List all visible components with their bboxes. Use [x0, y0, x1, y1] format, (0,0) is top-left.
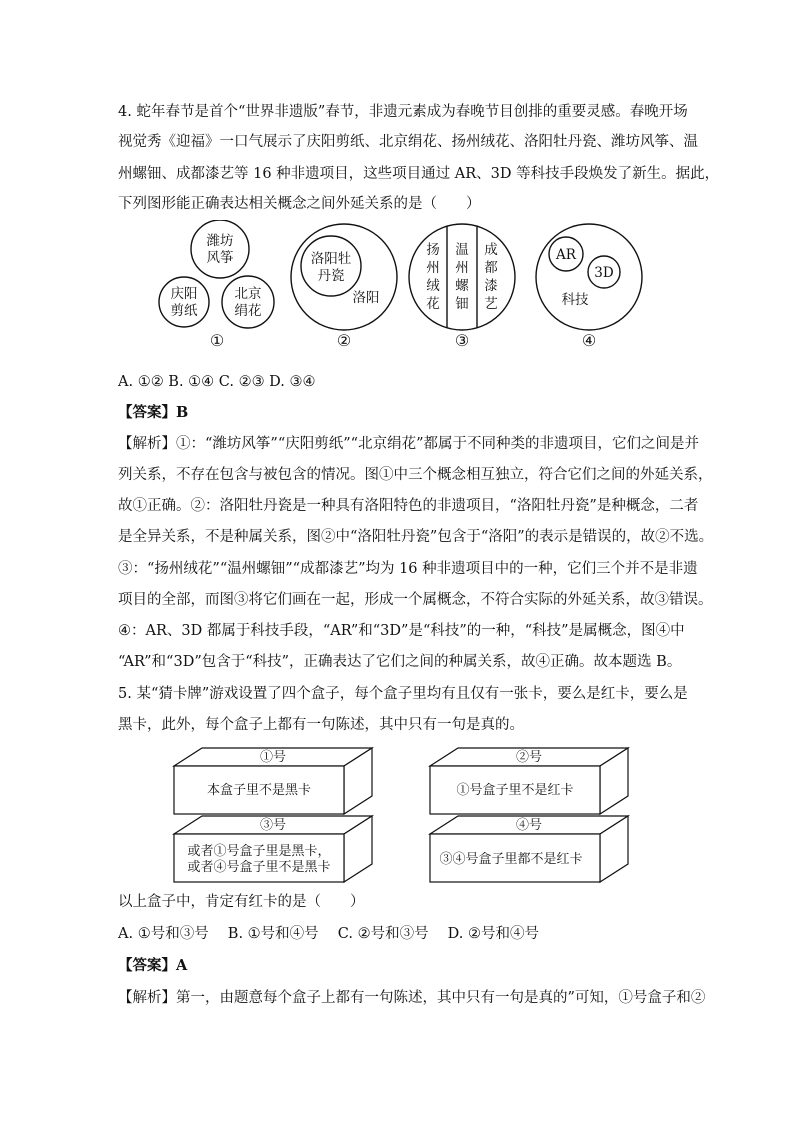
fig1-label-weifang-2: 风筝: [206, 250, 234, 266]
fig3-col1-1: 扬: [426, 242, 440, 258]
fig4-outer-label: 科技: [561, 292, 589, 308]
q5-options: A. ①号和③号 B. ①号和④号 C. ②号和③号 D. ②号和④号: [118, 926, 540, 942]
q4-line-2: 视觉秀《迎福》一口气展示了庆阳剪纸、北京绢花、扬州绒花、洛阳牡丹瓷、潍坊风筝、温: [118, 134, 698, 150]
fig3-col2-1: 温: [455, 242, 469, 258]
box-4-text: ③④号盒子里都不是红卡: [439, 852, 583, 867]
fig4-number: ④: [581, 331, 597, 350]
fig1-number: ①: [209, 331, 225, 350]
q4-analysis-8: “AR”和“3D”包含于“科技”，正确表达了它们之间的种属关系，故④正确。故本题选 B。: [118, 654, 682, 670]
q4-options: A. ①② B. ①④ C. ②③ D. ③④: [118, 374, 316, 390]
fig1-circle-beijing: [222, 276, 274, 328]
q4-analysis-6: 项目的全部，而图③将它们画在一起，形成一个属概念，不符合实际的外延关系，故③错误。: [118, 592, 713, 608]
fig2-inner-label-1: 洛阳牡: [310, 251, 352, 267]
box-1-title: ①号: [259, 750, 287, 765]
box-2-text: ①号盒子里不是红卡: [456, 783, 574, 798]
box-2-title: ②号: [515, 750, 543, 765]
fig3-col2-4: 钿: [455, 296, 469, 312]
box-1-text: 本盒子里不是黑卡: [206, 783, 312, 798]
q4-analysis-4: 是全异关系，不是种属关系，图②中“洛阳牡丹瓷”包含于“洛阳”的表示是错误的，故②不选。: [118, 529, 714, 545]
fig2-outer-label: 洛阳: [352, 290, 380, 306]
fig3-col3-2: 都: [484, 260, 498, 276]
q4-line-1: 4. 蛇年春节是首个“世界非遗版”春节，非遗元素成为春晚节目创排的重要灵感。春晚开场: [118, 104, 688, 120]
q4-analysis-3: 故①正确。②：洛阳牡丹瓷是一种具有洛阳特色的非遗项目，“洛阳牡丹瓷”是种概念，二者: [118, 498, 699, 514]
fig3-circle: [409, 224, 515, 330]
q4-analysis-2: 列关系，不存在包含与被包含的情况。图①中三个概念相互独立，符合它们之间的外延关系，: [118, 467, 713, 483]
fig2-inner-label-2: 丹瓷: [317, 268, 345, 284]
fig3-col2-3: 螺: [455, 278, 469, 294]
q4-line-3: 州螺钿、成都漆艺等 16 种非遗项目，这些项目通过 AR、3D 等科技手段焕发了新生。据此，: [118, 166, 720, 182]
q5-line-2: 黑卡，此外，每个盒子上都有一句陈述，其中只有一句是真的。: [118, 717, 524, 733]
fig3-col3-1: 成: [484, 242, 498, 258]
q4-analysis-7: ④：AR、3D 都属于科技手段，“AR”和“3D”是“科技”的一种，“科技”是属概念，图④中: [118, 623, 685, 639]
fig3-col1-3: 绒: [426, 278, 440, 294]
q4-analysis-5: ③：“扬州绒花”“温州螺钿”“成都漆艺”均为 16 种非遗项目中的一种，它们三个并不是非遗: [118, 561, 698, 577]
box-3-title: ③号: [259, 818, 287, 833]
fig1-label-weifang-1: 潍坊: [206, 233, 234, 249]
fig1-label-beijing-2: 绢花: [234, 303, 262, 319]
fig3-col1-2: 州: [426, 260, 440, 276]
q4-figures: [0, 220, 794, 360]
fig1-circle-weifang: [191, 220, 249, 278]
fig1-circle-qingyang: [159, 277, 209, 327]
fig3-col3-3: 漆: [484, 278, 498, 294]
box-3-text-2: 或者④号盒子里不是黑卡: [187, 860, 331, 875]
q4-answer: 【答案】B: [118, 404, 189, 421]
fig3-col1-4: 花: [426, 296, 440, 312]
fig4-ar-label: AR: [556, 247, 576, 263]
fig4-3d-label: 3D: [594, 265, 614, 281]
q5-question: 以上盒子中，肯定有红卡的是（ ）: [118, 894, 365, 910]
box-4-title: ④号: [515, 818, 543, 833]
fig1-label-beijing-1: 北京: [234, 286, 262, 302]
q5-line-1: 5. 某“猜卡牌”游戏设置了四个盒子，每个盒子里均有且仅有一张卡，要么是红卡，要么是: [118, 686, 688, 702]
box-3-text-1: 或者①号盒子里是黑卡，: [187, 844, 331, 859]
q5-answer: 【答案】A: [118, 957, 188, 974]
fig3-number: ③: [454, 331, 470, 350]
fig3-col3-4: 艺: [484, 296, 498, 312]
q4-analysis-1: 【解析】①：“潍坊风筝”“庆阳剪纸”“北京绢花”都属于不同种类的非遗项目，它们之间是并: [118, 436, 699, 452]
q5-analysis-1: 【解析】第一，由题意每个盒子上都有一句陈述，其中只有一句是真的”可知，①号盒子和②: [118, 990, 706, 1006]
q4-line-4: 下列图形能正确表达相关概念之间外延关系的是（ ）: [118, 196, 481, 212]
fig2-number: ②: [336, 331, 352, 350]
q5-boxes: [0, 740, 794, 885]
fig3-col2-2: 州: [455, 260, 469, 276]
fig1-label-qingyang-2: 剪纸: [170, 303, 198, 319]
fig1-label-qingyang-1: 庆阳: [170, 286, 198, 302]
